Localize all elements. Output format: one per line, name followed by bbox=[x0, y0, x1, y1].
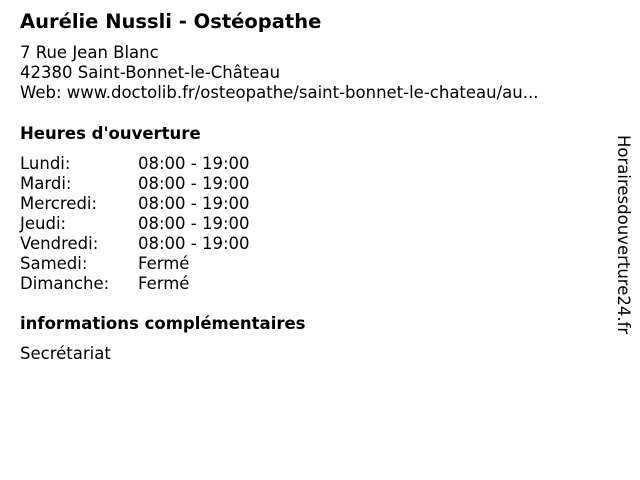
hours-row-sunday bbox=[20, 274, 320, 294]
opening-hours-table bbox=[20, 154, 320, 294]
hours-row-tuesday bbox=[20, 174, 320, 194]
day-label: Lundi: bbox=[20, 154, 71, 173]
site-watermark: Horairesdouverture24.fr bbox=[614, 135, 633, 335]
day-label: Dimanche: bbox=[20, 274, 110, 293]
opening-hours-heading: Heures d'ouverture bbox=[20, 124, 201, 143]
day-label: Mardi: bbox=[20, 174, 72, 193]
website-link[interactable]: Web: www.doctolib.fr/osteopathe/saint-bonnet-le-chateau/au... bbox=[20, 83, 539, 102]
day-hours: Fermé bbox=[138, 274, 190, 293]
hours-row-wednesday bbox=[20, 194, 320, 214]
day-hours: 08:00 - 19:00 bbox=[138, 174, 250, 193]
hours-row-monday bbox=[20, 154, 320, 174]
day-label: Samedi: bbox=[20, 254, 88, 273]
additional-info-text: Secrétariat bbox=[20, 344, 111, 363]
hours-row-friday bbox=[20, 234, 320, 254]
day-hours: 08:00 - 19:00 bbox=[138, 194, 250, 213]
day-label: Vendredi: bbox=[20, 234, 99, 253]
business-name: Aurélie Nussli - Ostéopathe bbox=[20, 10, 322, 33]
day-hours: 08:00 - 19:00 bbox=[138, 214, 250, 233]
address-city: 42380 Saint-Bonnet-le-Château bbox=[20, 63, 281, 82]
day-label: Jeudi: bbox=[20, 214, 67, 233]
day-hours: 08:00 - 19:00 bbox=[138, 234, 250, 253]
day-hours: 08:00 - 19:00 bbox=[138, 154, 250, 173]
day-hours: Fermé bbox=[138, 254, 190, 273]
address-block bbox=[20, 43, 538, 103]
hours-row-saturday bbox=[20, 254, 320, 274]
day-label: Mercredi: bbox=[20, 194, 98, 213]
address-street: 7 Rue Jean Blanc bbox=[20, 43, 159, 62]
additional-info-heading: informations complémentaires bbox=[20, 314, 306, 333]
hours-row-thursday bbox=[20, 214, 320, 234]
